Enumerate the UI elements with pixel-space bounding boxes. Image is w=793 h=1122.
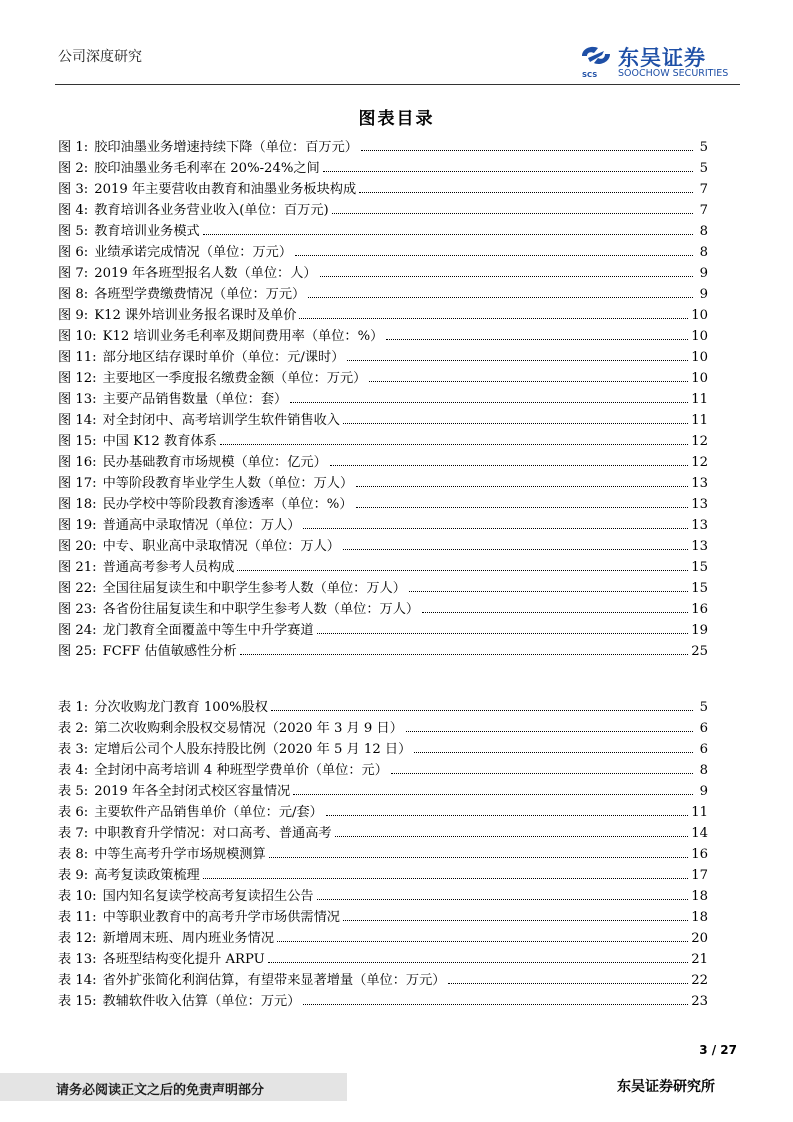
figure-toc-entry[interactable] (58, 388, 708, 409)
entry-label: 表 2: (58, 721, 89, 736)
dot-leader (356, 507, 689, 508)
figure-toc-entry[interactable] (58, 514, 708, 535)
table-toc-entry[interactable] (58, 969, 708, 990)
entry-label: 表 15: (58, 994, 97, 1009)
entry-page-number: 9 (699, 784, 708, 799)
entry-page-number: 15 (691, 560, 708, 575)
logo-mark-text: SCS (582, 71, 598, 79)
entry-page-number: 5 (699, 700, 708, 715)
dot-leader (326, 815, 688, 816)
entry-label: 图 6: (58, 245, 89, 260)
entry-label: 图 21: (58, 560, 97, 575)
entry-title: 中职教育升学情况：对口高考、普通高考 (94, 826, 332, 841)
dot-leader (359, 192, 693, 193)
dot-leader (299, 318, 688, 319)
figure-toc-entry[interactable] (58, 220, 708, 241)
entry-page-number: 8 (699, 245, 708, 260)
dot-leader (343, 920, 688, 921)
dot-leader (317, 899, 689, 900)
entry-title: 民办学校中等阶段教育渗透率（单位：%） (102, 497, 353, 512)
entry-page-number: 16 (691, 602, 708, 617)
entry-label: 表 6: (58, 805, 89, 820)
entry-label: 表 14: (58, 973, 97, 988)
figure-toc-entry[interactable] (58, 157, 708, 178)
dot-leader (361, 150, 693, 151)
entry-page-number: 18 (691, 889, 708, 904)
entry-label: 表 7: (58, 826, 89, 841)
entry-page-number: 6 (699, 721, 708, 736)
dot-leader (203, 878, 689, 879)
figure-toc-entry[interactable] (58, 535, 708, 556)
entry-title: 业绩承诺完成情况（单位：万元） (94, 245, 293, 260)
entry-label: 图 10: (58, 329, 97, 344)
entry-title: 省外扩张简化利润估算，有望带来显著增量（单位：万元） (102, 973, 446, 988)
header-section-label: 公司深度研究 (58, 49, 142, 65)
entry-title: 部分地区结存课时单价（单位：元/课时） (102, 350, 345, 365)
entry-page-number: 25 (691, 644, 708, 659)
dot-leader (343, 549, 688, 550)
table-toc-entry[interactable] (58, 759, 708, 780)
entry-title: 主要软件产品销售单价（单位：元/套） (94, 805, 323, 820)
entry-page-number: 8 (699, 224, 708, 239)
entry-label: 图 25: (58, 644, 97, 659)
entry-title: 2019 年各班型报名人数（单位：人） (94, 266, 317, 281)
figure-toc-entry[interactable] (58, 304, 708, 325)
entry-page-number: 10 (691, 308, 708, 323)
entry-label: 图 15: (58, 434, 97, 449)
entry-title: 中专、职业高中录取情况（单位：万人） (102, 539, 340, 554)
dot-leader (237, 570, 688, 571)
entry-page-number: 14 (691, 826, 708, 841)
entry-page-number: 10 (691, 350, 708, 365)
entry-title: 教育培训业务模式 (94, 224, 200, 239)
entry-label: 图 16: (58, 455, 97, 470)
dot-leader (356, 486, 688, 487)
entry-title: 教辅软件收入估算（单位：万元） (102, 994, 301, 1009)
dot-leader (330, 465, 688, 466)
entry-label: 表 5: (58, 784, 89, 799)
logo-english-name: SOOCHOW SECURITIES (618, 68, 729, 79)
table-toc-entry[interactable] (58, 906, 708, 927)
entry-page-number: 20 (691, 931, 708, 946)
dot-leader (386, 339, 688, 340)
dot-leader (303, 1004, 688, 1005)
figure-toc-entry[interactable] (58, 577, 708, 598)
page-number: 3 / 27 (699, 1043, 737, 1057)
entry-label: 表 12: (58, 931, 97, 946)
dot-leader (220, 444, 688, 445)
entry-page-number: 13 (691, 539, 708, 554)
entry-page-number: 21 (691, 952, 708, 967)
figure-toc-entry[interactable] (58, 640, 708, 661)
entry-title: 全国往届复读生和中职学生参考人数（单位：万人） (102, 581, 406, 596)
figure-toc-entry[interactable] (58, 241, 708, 262)
entry-label: 图 18: (58, 497, 97, 512)
dot-leader (391, 773, 693, 774)
entry-title: 各省份往届复读生和中职学生参考人数（单位：万人） (102, 602, 420, 617)
figure-toc-entry[interactable] (58, 283, 708, 304)
entry-title: 中等职业教育中的高考升学市场供需情况 (102, 910, 340, 925)
entry-label: 图 4: (58, 203, 89, 218)
dot-leader (320, 276, 693, 277)
figure-toc-entry[interactable] (58, 472, 708, 493)
figure-toc-entry[interactable] (58, 325, 708, 346)
entry-label: 图 5: (58, 224, 89, 239)
dot-leader (347, 360, 688, 361)
entry-title: 新增周末班、周内班业务情况 (102, 931, 275, 946)
dot-leader (277, 941, 688, 942)
footer-disclaimer-bar (0, 1073, 347, 1101)
dot-leader (308, 297, 693, 298)
entry-label: 图 12: (58, 371, 97, 386)
entry-page-number: 10 (691, 371, 708, 386)
entry-page-number: 15 (691, 581, 708, 596)
entry-label: 图 13: (58, 392, 97, 407)
entry-title: FCFF 估值敏感性分析 (102, 644, 237, 659)
entry-label: 图 14: (58, 413, 97, 428)
entry-page-number: 16 (691, 847, 708, 862)
figure-toc-entry[interactable] (58, 136, 708, 157)
entry-title: 2019 年各全封闭式校区容量情况 (94, 784, 291, 799)
footer-disclaimer: 请务必阅读正文之后的免责声明部分 (56, 1083, 265, 1098)
entry-label: 图 24: (58, 623, 97, 638)
entry-title: 教育培训各业务营业收入(单位：百万元) (94, 203, 329, 218)
table-toc-entry[interactable] (58, 948, 708, 969)
entry-title: 普通高中录取情况（单位：万人） (102, 518, 301, 533)
entry-label: 图 20: (58, 539, 97, 554)
entry-title: 普通高考参考人员构成 (102, 560, 235, 575)
entry-title: 胶印油墨业务增速持续下降（单位：百万元） (94, 140, 358, 155)
table-toc-entry[interactable] (58, 822, 708, 843)
entry-label: 表 4: (58, 763, 89, 778)
tables-list (58, 696, 708, 1011)
dot-leader (269, 857, 689, 858)
figure-toc-entry[interactable] (58, 346, 708, 367)
entry-label: 表 11: (58, 910, 97, 925)
figure-toc-entry[interactable] (58, 367, 708, 388)
dot-leader (409, 591, 688, 592)
entry-label: 图 19: (58, 518, 97, 533)
page-title: 图表目录 (358, 109, 435, 129)
entry-page-number: 9 (699, 287, 708, 302)
entry-label: 图 9: (58, 308, 89, 323)
entry-page-number: 11 (691, 805, 708, 820)
entry-label: 表 1: (58, 700, 89, 715)
entry-page-number: 22 (691, 973, 708, 988)
table-toc-entry[interactable] (58, 696, 708, 717)
logo-chinese-name: 东吴证券 (618, 46, 706, 70)
entry-title: 中国 K12 教育体系 (102, 434, 217, 449)
entry-page-number: 13 (691, 497, 708, 512)
entry-title: 2019 年主要营收由教育和油墨业务板块构成 (94, 182, 357, 197)
entry-title: K12 课外培训业务报名课时及单价 (94, 308, 297, 323)
entry-label: 图 23: (58, 602, 97, 617)
table-toc-entry[interactable] (58, 927, 708, 948)
entry-page-number: 11 (691, 392, 708, 407)
entry-title: 全封闭中高考培训 4 种班型学费单价（单位：元） (94, 763, 388, 778)
entry-title: 胶印油墨业务毛利率在 20%-24%之间 (94, 161, 320, 176)
figure-toc-entry[interactable] (58, 262, 708, 283)
entry-page-number: 13 (691, 476, 708, 491)
entry-page-number: 6 (699, 742, 708, 757)
entry-title: 各班型结构变化提升 ARPU (102, 952, 265, 967)
dot-leader (406, 731, 693, 732)
table-toc-entry[interactable] (58, 801, 708, 822)
brand-logo (578, 42, 748, 82)
entry-page-number: 11 (691, 413, 708, 428)
figure-toc-entry[interactable] (58, 619, 708, 640)
entry-label: 表 13: (58, 952, 97, 967)
entry-label: 图 7: (58, 266, 89, 281)
entry-page-number: 7 (699, 203, 708, 218)
table-toc-entry[interactable] (58, 885, 708, 906)
entry-title: 主要地区一季度报名缴费金额（单位：万元） (102, 371, 367, 386)
entry-label: 图 2: (58, 161, 89, 176)
table-toc-entry[interactable] (58, 717, 708, 738)
dot-leader (290, 402, 688, 403)
table-toc-entry[interactable] (58, 780, 708, 801)
entry-page-number: 7 (699, 182, 708, 197)
entry-label: 图 1: (58, 140, 89, 155)
entry-page-number: 12 (691, 455, 708, 470)
figure-toc-entry[interactable] (58, 199, 708, 220)
entry-title: 定增后公司个人股东持股比例（2020 年 5 月 12 日） (94, 742, 412, 757)
entry-page-number: 5 (699, 161, 708, 176)
dot-leader (295, 255, 693, 256)
dot-leader (323, 171, 693, 172)
figure-toc-entry[interactable] (58, 556, 708, 577)
dot-leader (293, 794, 693, 795)
figure-toc-entry[interactable] (58, 409, 708, 430)
entry-label: 图 17: (58, 476, 97, 491)
entry-page-number: 9 (699, 266, 708, 281)
entry-label: 表 10: (58, 889, 97, 904)
entry-title: 对全封闭中、高考培训学生软件销售收入 (102, 413, 340, 428)
entry-page-number: 5 (699, 140, 708, 155)
footer-institute: 东吴证券研究所 (617, 1079, 715, 1095)
figure-toc-entry[interactable] (58, 178, 708, 199)
entry-title: K12 培训业务毛利率及期间费用率（单位：%） (102, 329, 384, 344)
entry-page-number: 17 (691, 868, 708, 883)
table-toc-entry[interactable] (58, 864, 708, 885)
dot-leader (271, 710, 693, 711)
entry-label: 表 9: (58, 868, 89, 883)
entry-page-number: 18 (691, 910, 708, 925)
entry-label: 图 8: (58, 287, 89, 302)
entry-page-number: 23 (691, 994, 708, 1009)
entry-title: 龙门教育全面覆盖中等生中升学赛道 (102, 623, 314, 638)
dot-leader (240, 654, 689, 655)
entry-title: 中等阶段教育毕业学生人数（单位：万人） (102, 476, 354, 491)
entry-title: 中等生高考升学市场规模测算 (94, 847, 266, 862)
entry-page-number: 8 (699, 763, 708, 778)
entry-page-number: 12 (691, 434, 708, 449)
dot-leader (448, 983, 688, 984)
dot-leader (369, 381, 688, 382)
dot-leader (422, 612, 688, 613)
entry-label: 图 3: (58, 182, 89, 197)
entry-label: 表 8: (58, 847, 89, 862)
dot-leader (335, 836, 689, 837)
table-toc-entry[interactable] (58, 990, 708, 1011)
entry-title: 分次收购龙门教育 100%股权 (94, 700, 268, 715)
figure-toc-entry[interactable] (58, 430, 708, 451)
figure-toc-entry[interactable] (58, 451, 708, 472)
dot-leader (303, 528, 688, 529)
entry-title: 第二次收购剩余股权交易情况（2020 年 3 月 9 日） (94, 721, 403, 736)
entry-title: 各班型学费缴费情况（单位：万元） (94, 287, 306, 302)
entry-title: 民办基础教育市场规模（单位：亿元） (102, 455, 327, 470)
dot-leader (332, 213, 693, 214)
figure-toc-entry[interactable] (58, 598, 708, 619)
entry-label: 图 22: (58, 581, 97, 596)
figure-toc-entry[interactable] (58, 493, 708, 514)
dot-leader (343, 423, 688, 424)
table-toc-entry[interactable] (58, 843, 708, 864)
entry-title: 主要产品销售数量（单位：套） (102, 392, 288, 407)
entry-page-number: 13 (691, 518, 708, 533)
header-divider (55, 84, 740, 85)
entry-page-number: 19 (691, 623, 708, 638)
entry-label: 图 11: (58, 350, 97, 365)
entry-page-number: 10 (691, 329, 708, 344)
dot-leader (268, 962, 689, 963)
dot-leader (414, 752, 693, 753)
entry-title: 国内知名复读学校高考复读招生公告 (102, 889, 314, 904)
table-toc-entry[interactable] (58, 738, 708, 759)
entry-title: 高考复读政策梳理 (94, 868, 200, 883)
entry-label: 表 3: (58, 742, 89, 757)
dot-leader (317, 633, 689, 634)
figures-list (58, 136, 708, 661)
dot-leader (203, 234, 693, 235)
